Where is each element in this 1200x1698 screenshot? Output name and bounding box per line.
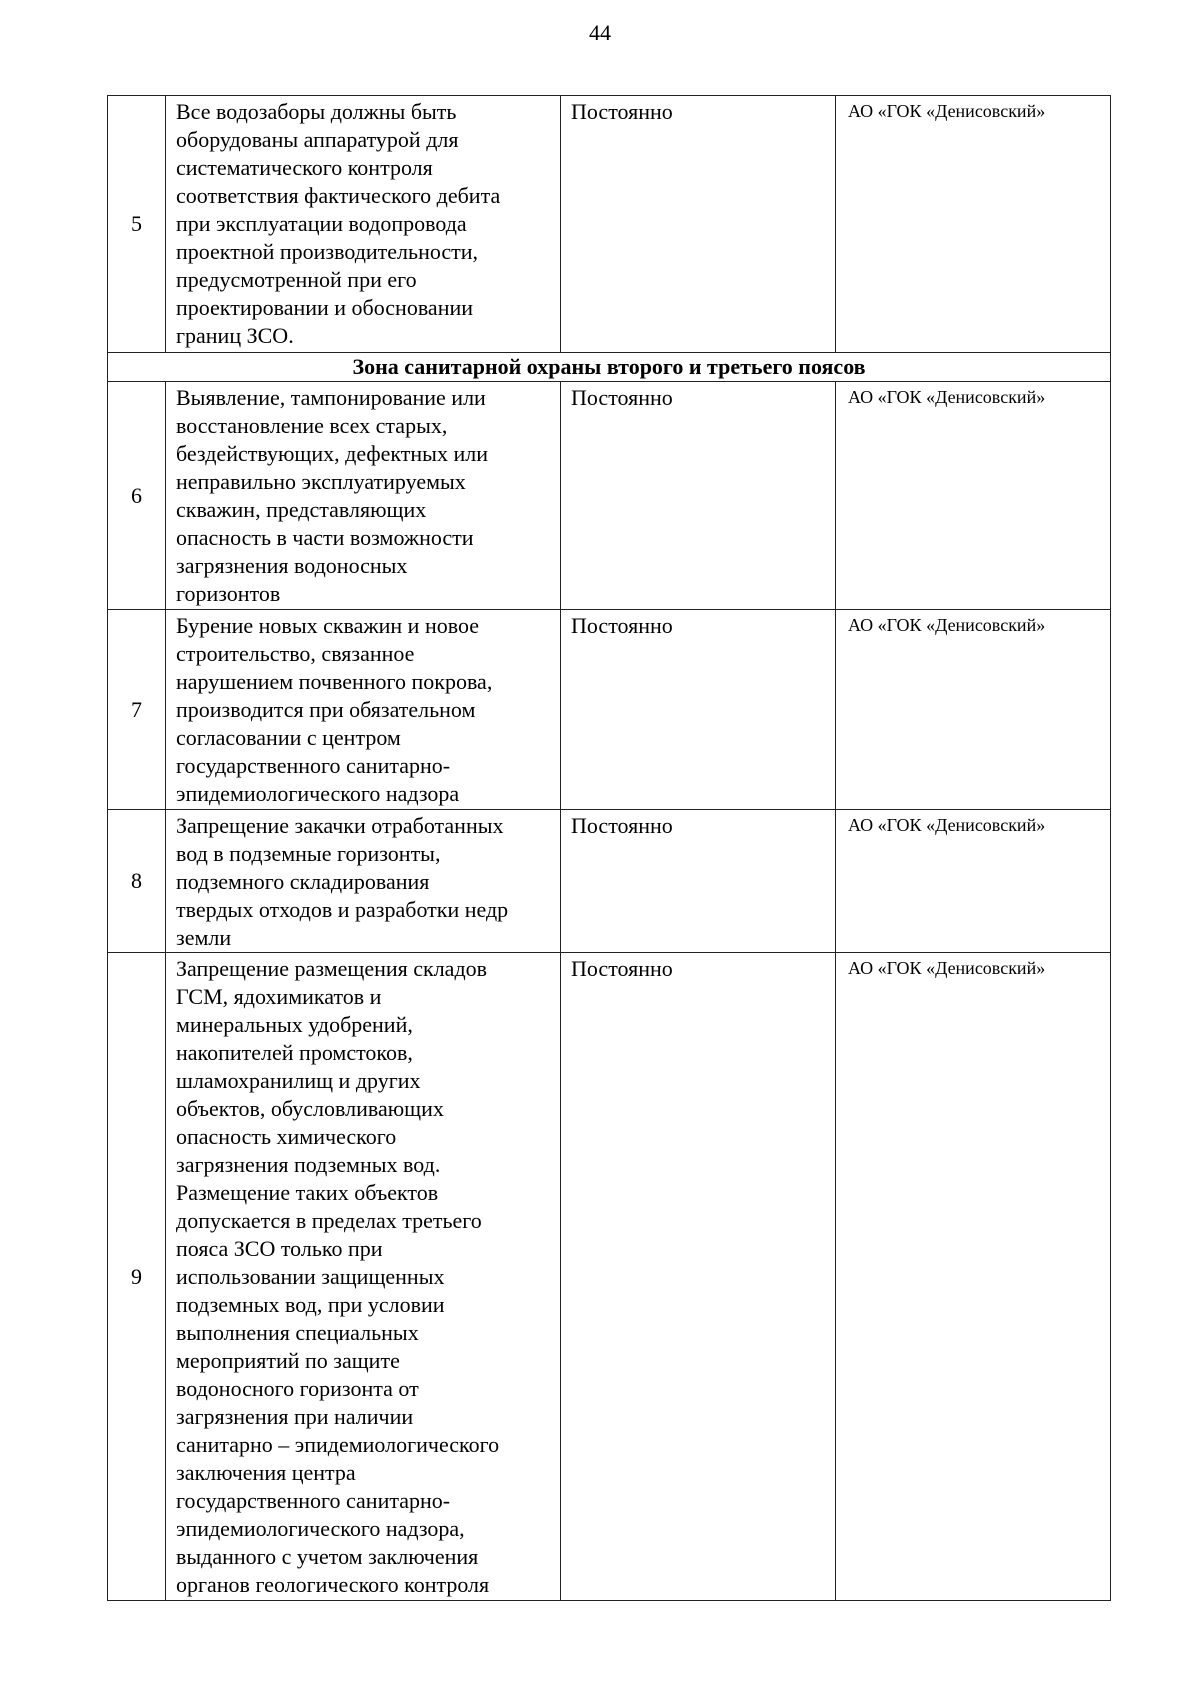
period-cell: Постоянно	[561, 953, 836, 1601]
measures-table	[107, 95, 1111, 1601]
row-number: 7	[108, 610, 166, 810]
row-number: 8	[108, 810, 166, 953]
row-number: 5	[108, 96, 166, 353]
measure-text: Выявление, тампонирование или восстановление всех старых, бездействующих, дефектных или неправильно эксплуатируемых скважин, представляющих опасность в части возможности загрязнения водоносных горизонтов	[166, 382, 561, 610]
table-row	[108, 953, 1111, 1601]
measure-text: Запрещение закачки отработанных вод в подземные горизонты, подземного складирования твердых отходов и разработки недр земли	[166, 810, 561, 953]
row-number: 6	[108, 382, 166, 610]
table-row	[108, 382, 1111, 610]
period-cell: Постоянно	[561, 382, 836, 610]
measure-text: Бурение новых скважин и новое строительство, связанное нарушением почвенного покрова, производится при обязательном согласовании с центром государственного санитарно- эпидемиологического надзора	[166, 610, 561, 810]
section-title: Зона санитарной охраны второго и третьего поясов	[108, 353, 1111, 382]
period-cell: Постоянно	[561, 610, 836, 810]
responsible-org: АО «ГОК «Денисовский»	[836, 610, 1111, 810]
responsible-org: АО «ГОК «Денисовский»	[836, 953, 1111, 1601]
section-row	[108, 353, 1111, 382]
period-cell: Постоянно	[561, 96, 836, 353]
responsible-org: АО «ГОК «Денисовский»	[836, 96, 1111, 353]
table-row	[108, 810, 1111, 953]
row-number: 9	[108, 953, 166, 1601]
table-row	[108, 610, 1111, 810]
period-cell: Постоянно	[561, 810, 836, 953]
table-row	[108, 96, 1111, 353]
page-number: 44	[589, 20, 611, 45]
measure-text: Все водозаборы должны быть оборудованы аппаратурой для систематического контроля соответствия фактического дебита при эксплуатации водопровода проектной производительности, предусмотренной при его проектировании и обосновании границ ЗСО.	[166, 96, 561, 353]
responsible-org: АО «ГОК «Денисовский»	[836, 382, 1111, 610]
measure-text: Запрещение размещения складов ГСМ, ядохимикатов и минеральных удобрений, накопителей промстоков, шламохранилищ и других объектов, обусловливающих опасность химического загрязнения подземных вод. Размещение таких объектов допускается в пределах третьего пояса ЗСО только при использовании защищенных подземных вод, при условии выполнения специальных мероприятий по защите водоносного горизонта от загрязнения при наличии санитарно – эпидемиологического заключения центра государственного санитарно- эпидемиологического надзора, выданного с учетом заключения органов геологического контроля	[166, 953, 561, 1601]
responsible-org: АО «ГОК «Денисовский»	[836, 810, 1111, 953]
